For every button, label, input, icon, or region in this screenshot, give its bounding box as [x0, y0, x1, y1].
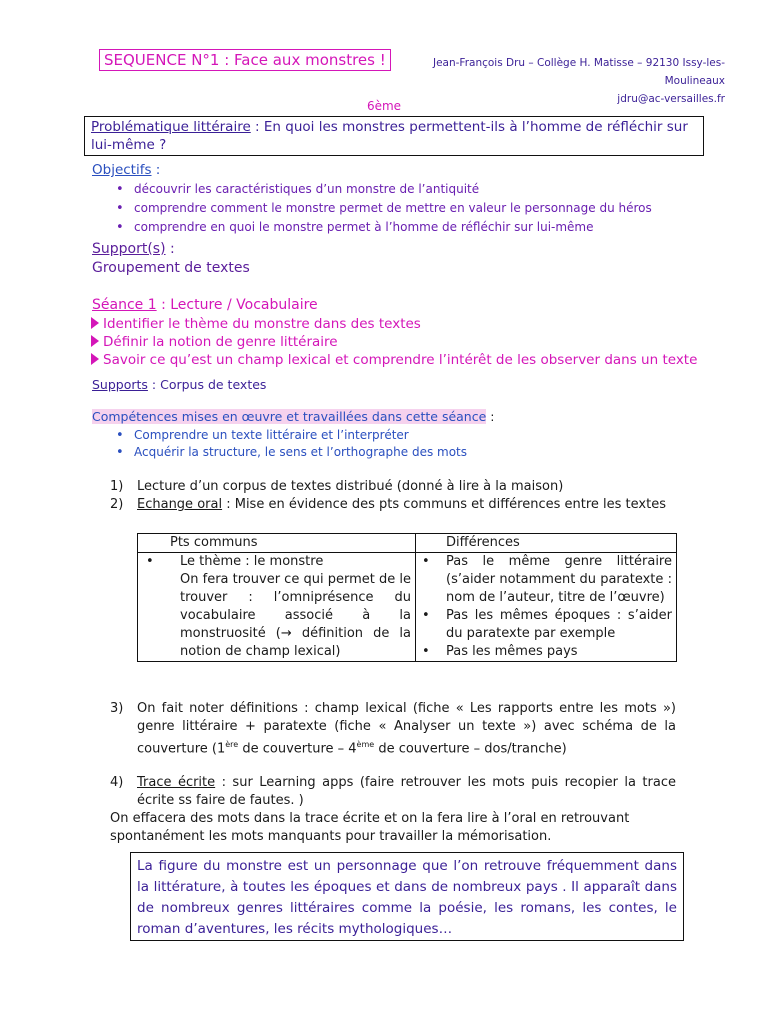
seance-goal: Définir la notion de genre littéraire — [91, 334, 338, 350]
triangle-arrow-icon — [91, 353, 99, 365]
supports-value: Groupement de textes — [92, 260, 250, 276]
step-4-label: Trace écrite — [137, 775, 216, 790]
seance-supports-label: Supports — [92, 377, 148, 392]
objectif-item: • comprendre en quoi le monstre permet à l’homme de réfléchir sur lui-même — [112, 218, 712, 237]
table-header-left: Pts communs — [138, 534, 416, 553]
step-1-text: Lecture d’un corpus de textes distribué (donné à lire à la maison) — [137, 479, 564, 494]
problematique-text: : En quoi les monstres permettent-ils à l’homme de réfléchir sur lui-même ? — [91, 119, 688, 153]
author-email: jdru@ac-versailles.fr — [617, 93, 725, 105]
triangle-arrow-icon — [91, 317, 99, 329]
step-2: 2) Echange oral : Mise en évidence des pts communs et différences entre les textes — [110, 497, 666, 512]
competence-item: • Acquérir la structure, le sens et l’orthographe des mots — [112, 444, 712, 461]
seance-heading — [92, 297, 318, 313]
table-cell-differences: • Pas le même genre littéraire (s’aider notamment du paratexte : nom de l’auteur, titre de l’œuvre) • Pas les mêmes époques : s’aider du paratexte par exemple • Pas les mêmes pays — [416, 553, 677, 662]
objectif-item: • comprendre comment le monstre permet de mettre en valeur le personnage du héros — [112, 199, 712, 218]
seance-supports: Supports : Corpus de textes — [92, 377, 267, 392]
sequence-title: SEQUENCE N°1 : Face aux monstres ! — [99, 49, 391, 71]
competence-item: • Comprendre un texte littéraire et l’interpréter — [112, 427, 712, 444]
table-cell-communs: • Le thème : le monstre On fera trouver ce qui permet de le trouver : l’omniprésence du vocabulaire associé à la monstruosité (→ définition de la notion de champ lexical) — [138, 553, 416, 662]
step-2-label: Echange oral — [137, 497, 223, 512]
step-4-note: On effacera des mots dans la trace écrite et on la fera lire à l’oral en retrouvant spontanément les mots manquants pour travailler la mémorisation. — [110, 811, 630, 844]
grade-level: 6ème — [366, 99, 402, 113]
step-4-text: Trace écrite : sur Learning apps (faire retrouver les mots puis recopier la trace écrite ss faire de fautes. ) — [137, 775, 676, 808]
seance-goal: Savoir ce qu’est un champ lexical et comprendre l’intérêt de les observer dans un texte — [91, 352, 697, 368]
objectifs-label: Objectifs — [92, 162, 152, 178]
table-header-right: Différences — [416, 534, 677, 553]
objectifs-list — [112, 180, 712, 237]
step-3: 3) On fait noter définitions : champ lexical (fiche « Les rapports entre les mots ») genre littéraire + paratexte (fiche « Analyser un texte ») avec schéma de la couverture (1ère de couverture – 4ème de couverture – dos/tranche) — [110, 701, 676, 757]
competences-list — [112, 427, 712, 461]
competences-label: Compétences mises en œuvre et travaillées dans cette séance — [92, 409, 487, 424]
step-3-text: On fait noter définitions : champ lexical (fiche « Les rapports entre les mots ») genre littéraire + paratexte (fiche « Analyser un texte ») avec schéma de la couverture (1ère de couverture – 4ème de couverture – dos/tranche) — [137, 701, 676, 757]
seance-goal: Identifier le thème du monstre dans des textes — [91, 316, 421, 332]
triangle-arrow-icon — [91, 335, 99, 347]
comparison-table — [137, 533, 677, 662]
objectifs-heading: Objectifs : — [92, 162, 161, 178]
objectif-item: • découvrir les caractéristiques d’un monstre de l’antiquité — [112, 180, 712, 199]
problematique-box — [84, 116, 704, 156]
seance-label: Séance 1 — [92, 297, 157, 313]
supports-heading: Support(s) : — [92, 241, 175, 257]
step-2-text: : Mise en évidence des pts communs et différences entre les textes — [222, 497, 666, 512]
table-row — [138, 553, 677, 662]
trace-ecrite-box: La figure du monstre est un personnage que l’on retrouve fréquemment dans la littérature, à toutes les époques et dans de nombreux pays . Il apparaît dans de nombreux genres littéraires comme la poésie, les romans, les contes, le roman d’aventures, les récits mythologiques… — [130, 852, 684, 941]
step-1: 1) Lecture d’un corpus de textes distribué (donné à lire à la maison) — [110, 478, 676, 496]
seance-title: : Lecture / Vocabulaire — [156, 297, 318, 313]
competences-heading: Compétences mises en œuvre et travaillées dans cette séance : — [92, 409, 495, 424]
step-4: 4) Trace écrite : sur Learning apps (faire retrouver les mots puis recopier la trace écrite ss faire de fautes. ) On effacera des mots dans la trace écrite et on la fera lire à l’oral en retrouvant spontanément les mots manquants pour travailler la mémorisation. — [110, 775, 676, 844]
author-line-2: Moulineaux — [664, 75, 725, 87]
supports-label: Support(s) — [92, 241, 166, 257]
author-line-1: Jean-François Dru – Collège H. Matisse – 92130 Issy-les- — [432, 57, 725, 69]
table-header-row — [138, 534, 677, 553]
problematique-label: Problématique littéraire — [91, 119, 251, 135]
